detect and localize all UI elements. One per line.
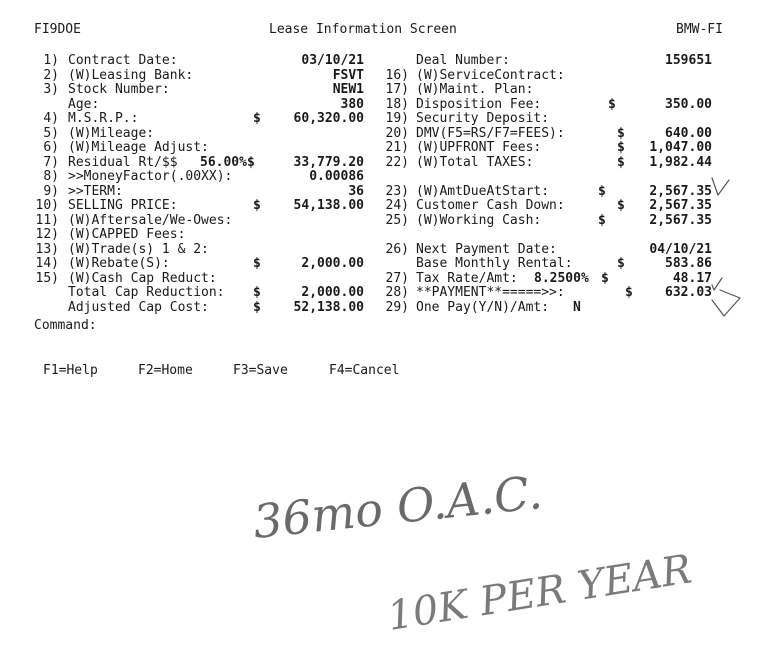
field-value[interactable]: NEW1 [332, 82, 364, 97]
field-label: Security Deposit: [416, 111, 550, 126]
field-value[interactable]: 583.86 [665, 256, 712, 271]
field-number: 2) [43, 67, 59, 83]
field-number: 19) [385, 111, 409, 126]
field-label: M.S.R.P.: [68, 111, 139, 126]
currency-sign: $ [598, 212, 606, 228]
field-number: 8) [43, 169, 59, 184]
field-number: 13) [35, 241, 59, 257]
field-number: 11) [35, 212, 59, 228]
currency-sign: $ [601, 270, 609, 286]
field-label: (W)UPFRONT Fees: [416, 140, 542, 155]
residual-percent: 56.00% [200, 154, 247, 170]
screen-title: Lease Information Screen [269, 22, 457, 37]
currency-sign: $ [253, 111, 261, 126]
field-value[interactable]: 640.00 [665, 125, 712, 141]
field-label: Residual Rt/$$ [68, 154, 178, 170]
currency-sign: $ [247, 154, 255, 170]
field-label: (W)Leasing Bank: [68, 67, 194, 83]
field-label: Customer Cash Down: [416, 198, 565, 213]
field-number: 17) [385, 82, 409, 97]
field-label: Total Cap Reduction: [68, 285, 225, 300]
currency-sign: $ [253, 285, 261, 300]
f4-cancel-key[interactable]: F4=Cancel [329, 363, 400, 378]
currency-sign: $ [253, 299, 261, 315]
field-label: (W)AmtDueAtStart: [416, 183, 550, 199]
field-value[interactable]: 03/10/21 [301, 53, 364, 68]
field-number: 16) [385, 67, 409, 83]
handwritten-note-term: 36mo O.A.C. [250, 464, 545, 549]
field-value[interactable]: 1,047.00 [649, 140, 712, 155]
f3-save-key[interactable]: F3=Save [233, 363, 288, 378]
field-value[interactable]: 159651 [665, 53, 712, 68]
field-label: Age: [68, 96, 100, 112]
field-number: 6) [43, 140, 59, 155]
field-label: SELLING PRICE: [68, 198, 178, 213]
currency-sign: $ [617, 125, 625, 141]
currency-sign: $ [617, 154, 625, 170]
field-label: Contract Date: [68, 53, 178, 68]
field-value[interactable]: FSVT [332, 67, 364, 83]
field-number: 21) [385, 140, 409, 155]
field-label: (W)Total TAXES: [416, 154, 534, 170]
field-number: 24) [385, 198, 409, 213]
field-label: (W)Mileage: [68, 125, 155, 141]
field-label: (W)ServiceContract: [416, 67, 565, 83]
field-number: 28) [385, 285, 409, 300]
field-value[interactable]: 36 [348, 183, 364, 199]
field-value[interactable]: 1,982.44 [649, 154, 712, 170]
field-label: Base Monthly Rental: [416, 256, 573, 271]
field-label: (W)Aftersale/We-Owes: [68, 212, 233, 228]
field-number: 15) [35, 270, 59, 286]
field-value[interactable]: N [573, 299, 581, 315]
currency-sign: $ [253, 198, 261, 213]
field-value[interactable]: 33,779.20 [293, 154, 364, 170]
f1-help-key[interactable]: F1=Help [43, 363, 98, 378]
field-number: 26) [385, 241, 409, 257]
field-label: DMV(F5=RS/F7=FEES): [416, 125, 565, 141]
field-label: Stock Number: [68, 82, 170, 97]
field-label: (W)Maint. Plan: [416, 82, 534, 97]
field-number: 29) [385, 299, 409, 315]
field-label: Deal Number: [416, 53, 510, 68]
currency-sign: $ [253, 256, 261, 271]
field-value[interactable]: 350.00 [665, 96, 712, 112]
field-value[interactable]: 2,567.35 [649, 183, 712, 199]
currency-sign: $ [625, 285, 633, 300]
currency-sign: $ [617, 198, 625, 213]
field-number: 27) [385, 270, 409, 286]
field-number: 22) [385, 154, 409, 170]
field-label: One Pay(Y/N)/Amt: [416, 299, 550, 315]
field-number: 25) [385, 212, 409, 228]
field-value[interactable]: 48.17 [672, 270, 712, 286]
tax-rate-percent: 8.2500% [534, 270, 589, 286]
field-number: 9) [43, 183, 59, 199]
field-label: Next Payment Date: [416, 241, 557, 257]
screen-code: FI9DOE [34, 22, 81, 37]
field-label: (W)Rebate(S): [68, 256, 170, 271]
field-label: (W)Mileage Adjust: [68, 140, 209, 155]
currency-sign: $ [598, 183, 606, 199]
field-number: 3) [43, 82, 59, 97]
handwritten-note-mileage: 10K PER YEAR [384, 546, 695, 640]
field-value[interactable]: 2,000.00 [301, 256, 364, 271]
currency-sign: $ [617, 256, 625, 271]
field-value[interactable]: 2,567.35 [649, 212, 712, 228]
field-value[interactable]: 380 [340, 96, 364, 112]
field-number: 12) [35, 227, 59, 242]
field-number: 7) [43, 154, 59, 170]
field-label: Tax Rate/Amt: [416, 270, 518, 286]
field-number: 5) [43, 125, 59, 141]
field-label: Disposition Fee: [416, 96, 542, 112]
check-mark-amt-due [712, 178, 729, 195]
field-number: 1) [43, 53, 59, 68]
field-label: (W)Trade(s) 1 & 2: [68, 241, 209, 257]
field-number: 18) [385, 96, 409, 112]
command-label: Command: [34, 318, 97, 333]
currency-sign: $ [617, 140, 625, 155]
field-label: **PAYMENT**=====>>: [416, 285, 565, 300]
field-value[interactable]: 60,320.00 [293, 111, 364, 126]
field-label: (W)CAPPED Fees: [68, 227, 186, 242]
field-value[interactable]: 04/10/21 [649, 241, 712, 257]
field-value[interactable]: 2,000.00 [301, 285, 364, 300]
system-label: BMW-FI [676, 22, 723, 37]
field-label: Adjusted Cap Cost: [68, 299, 209, 315]
f2-home-key[interactable]: F2=Home [138, 363, 193, 378]
check-mark-payment [712, 290, 740, 316]
field-label: >>TERM: [68, 183, 123, 199]
currency-sign: $ [608, 96, 616, 112]
field-number: 20) [385, 125, 409, 141]
field-number: 4) [43, 111, 59, 126]
field-label: >>MoneyFactor(.00XX): [68, 169, 233, 184]
field-value[interactable]: 52,138.00 [293, 299, 364, 315]
field-value[interactable]: 54,138.00 [293, 198, 364, 213]
field-value[interactable]: 2,567.35 [649, 198, 712, 213]
field-number: 10) [35, 198, 59, 213]
field-value[interactable]: 0.00086 [309, 169, 364, 184]
field-value[interactable]: 632.03 [665, 285, 712, 300]
field-label: (W)Cash Cap Reduct: [68, 270, 217, 286]
field-number: 14) [35, 256, 59, 271]
field-number: 23) [385, 183, 409, 199]
field-label: (W)Working Cash: [416, 212, 542, 228]
check-mark-tax [712, 278, 722, 290]
